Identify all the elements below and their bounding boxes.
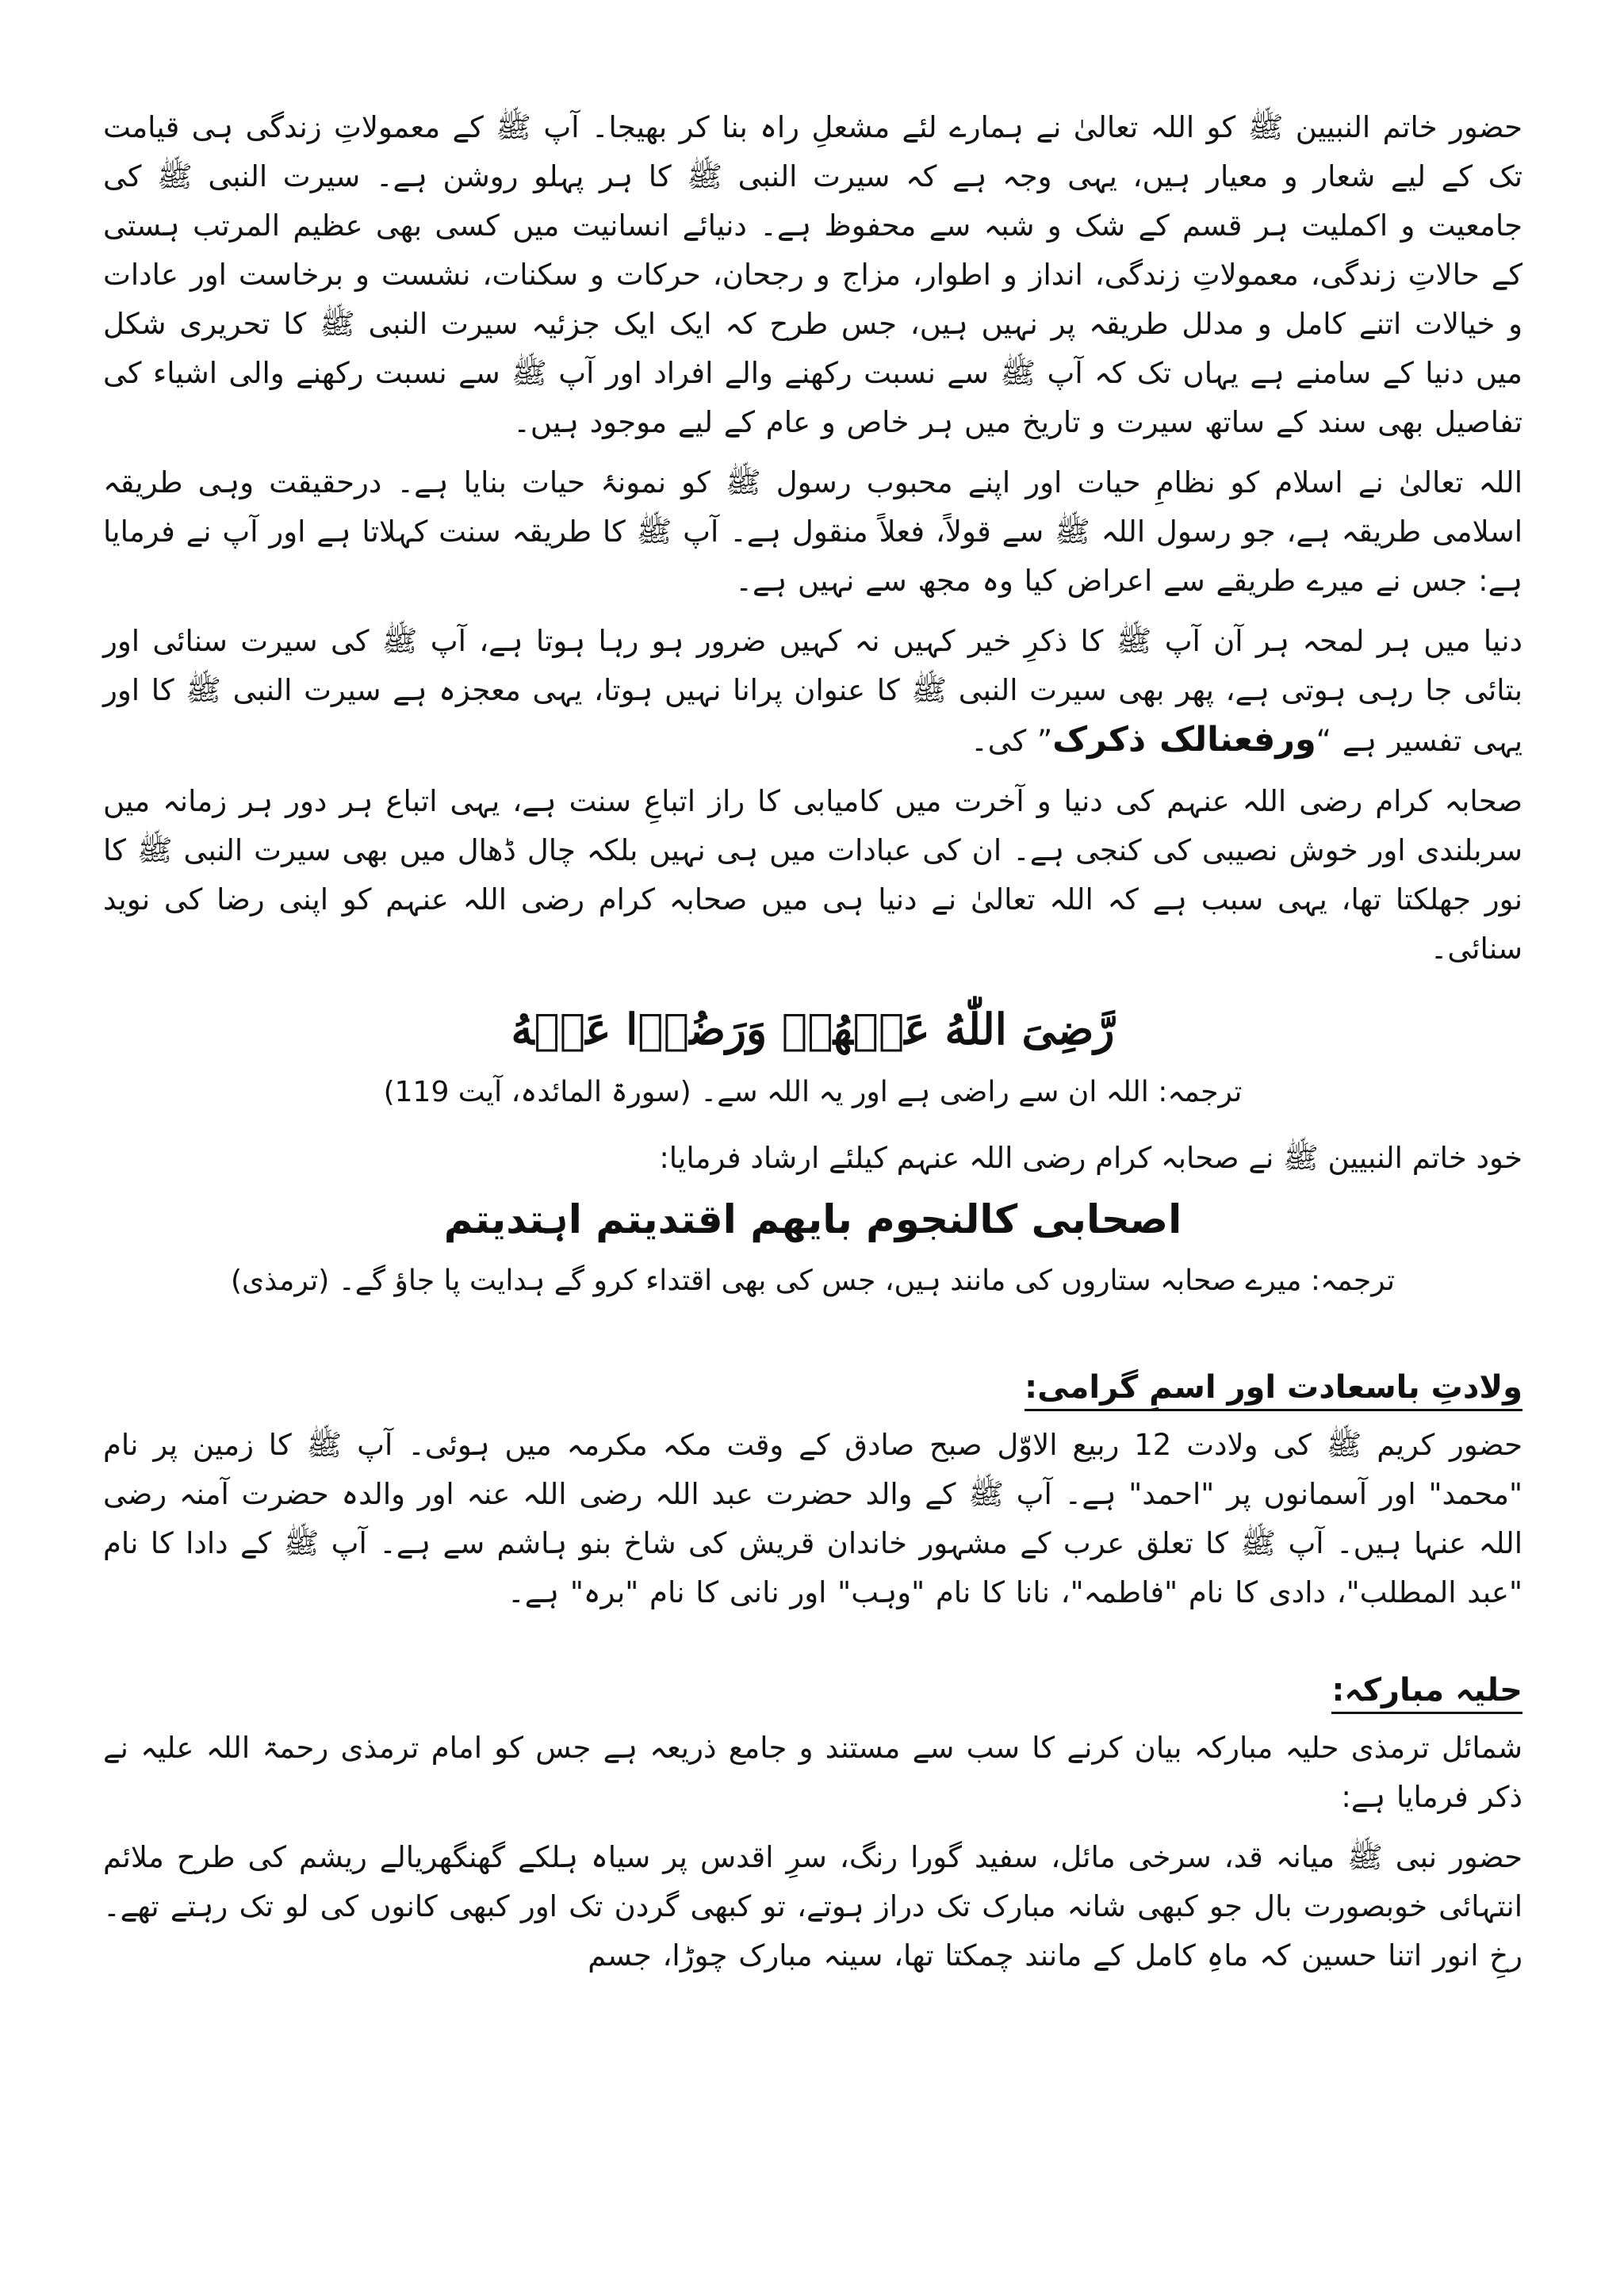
hadith-intro: خود خاتم النبیین ﷺ نے صحابہ کرام رضی اللہ عنہم کیلئے ارشاد فرمایا: (659, 1141, 1522, 1175)
section-heading-birth (103, 1362, 1522, 1413)
paragraph-dhikr (103, 617, 1522, 766)
quranic-phrase: ورفعنالک ذکرک (1052, 720, 1316, 760)
section-heading-appearance-text: حلیہ مبارکہ: (1331, 1672, 1522, 1714)
paragraph-intro: حضور خاتم النبیین ﷺ کو اللہ تعالیٰ نے ہمارے لئے مشعلِ راہ بنا کر بھیجا۔ آپ ﷺ کے معمولاتِ زندگی ہی قیامت تک کے لیے شعار و معیار ہیں، یہی وجہ ہے کہ سیرت النبی ﷺ کا ہر پہلو روشن ہے۔ سیرت النبی ﷺ کی جامعیت و اکملیت ہر قسم کے شک و شبہ سے محفوظ ہے۔ دنیائے انسانیت میں کسی بھی عظیم المرتب ہستی کے حالاتِ زندگی، معمولاتِ زندگی، انداز و اطوار، مزاج و رجحان، حرکات و سکنات، نشست و برخاست اور عادات و خیالات اتنے کامل و مدلل طریقہ پر نہیں ہیں، جس طرح کہ ایک ایک جزئیہ سیرت النبی ﷺ کا تحریری شکل میں دنیا کے سامنے ہے یہاں تک کہ آپ ﷺ سے نسبت رکھنے والے افراد اور آپ ﷺ سے نسبت رکھنے والی اشیاء کی تفاصیل بھی سند کے ساتھ سیرت و تاریخ میں ہر خاص و عام کے لیے موجود ہیں۔ (103, 110, 1522, 439)
dhikr-text: دنیا میں ہر لمحہ ہر آن آپ ﷺ کا ذکرِ خیر کہیں نہ کہیں ضرور ہو رہا ہوتا ہے، آپ ﷺ کی سیرت سنائی اور بتائی جا رہی ہوتی ہے، پھر بھی سیرت النبی ﷺ کا عنوان پرانا نہیں ہوتا، یہی معجزہ ہے سیرت النبی ﷺ کا اور یہی تفسیر ہے “ (103, 624, 1522, 758)
paragraph-birth: حضور کریم ﷺ کی ولادت 12 ربیع الاوّل صبح صادق کے وقت مکہ مکرمہ میں ہوئی۔ آپ ﷺ کا زمین پر نام "محمد" اور آسمانوں پر "احمد" ہے۔ آپ ﷺ کے والد حضرت عبد اللہ رضی اللہ عنہ اور والدہ حضرت آمنہ رضی اللہ عنہا ہیں۔ آپ ﷺ کا تعلق عرب کے مشہور خاندان قریش کی شاخ بنو ہاشم سے ہے۔ آپ ﷺ کے دادا کا نام "عبد المطلب"، دادی کا نام "فاطمہ"، نانا کا نام "وہب" اور نانی کا نام "برہ" ہے۔ (103, 1428, 1522, 1609)
hadith-text: اصحابی کالنجوم بایهم اقتدیتم اہتدیتم (443, 1196, 1182, 1242)
dhikr-text-end: ” کی۔ (971, 724, 1053, 758)
section-heading-appearance (103, 1665, 1522, 1716)
paragraph-shamail: شمائل ترمذی حلیہ مبارکہ بیان کرنے کا سب سے مستند و جامع ذریعہ ہے جس کو امام ترمذی رحمۃ اللہ علیہ نے ذکر فرمایا ہے: (103, 1731, 1522, 1814)
paragraph-sahaba: صحابہ کرام رضی اللہ عنہم کی دنیا و آخرت میں کامیابی کا راز اتباعِ سنت ہے، یہی اتباع ہر دور ہر زمانہ میں سربلندی اور خوش نصیبی کی کنجی ہے۔ ان کی عبادات میں ہی نہیں بلکہ چال ڈھال میں بھی سیرت النبی ﷺ کا نور جھلکتا تھا، یہی سبب ہے کہ اللہ تعالیٰ نے دنیا ہی میں صحابہ کرام رضی اللہ عنہم کو اپنی رضا کی نوید سنائی۔ (103, 784, 1522, 966)
paragraph-sunnah: اللہ تعالیٰ نے اسلام کو نظامِ حیات اور اپنے محبوب رسول ﷺ کو نمونۂ حیات بنایا ہے۔ درحقیقت وہی طریقہ اسلامی طریقہ ہے، جو رسول اللہ ﷺ سے قولاً، فعلاً منقول ہے۔ آپ ﷺ کا طریقہ سنت کہلاتا ہے اور آپ نے فرمایا ہے: جس نے میرے طریقے سے اعراض کیا وہ مجھ سے نہیں ہے۔ (103, 465, 1522, 598)
hadith-translation: ترجمہ: میرے صحابہ ستاروں کی مانند ہیں، جس کی بھی اقتداء کرو گے ہدایت پا جاؤ گے۔ (ترمذی) (230, 1265, 1396, 1297)
ayah-translation: ترجمہ: اللہ ان سے راضی ہے اور یہ اللہ سے۔ (سورۃ المائدہ، آیت 119) (383, 1076, 1243, 1108)
section-heading-birth-text: ولادتِ باسعادت اور اسمِ گرامی: (1025, 1369, 1522, 1411)
quran-ayah: رَّضِیَ اللّٰهُ عَنۡهُمۡ وَرَضُوۡا عَنۡهُ (511, 1004, 1115, 1054)
paragraph-appearance: حضور نبی ﷺ میانہ قد، سرخی مائل، سفید گورا رنگ، سرِ اقدس پر سیاہ ہلکے گھنگھریالے ریشم کی طرح ملائم انتہائی خوبصورت بال جو کبھی شانہ مبارک تک دراز ہوتے، تو کبھی گردن تک اور کبھی کانوں کی لو تک رہتے تھے۔ رخِ انور اتنا حسین کہ ماہِ کامل کے مانند چمکتا تھا، سینہ مبارک چوڑا، جسم (103, 1840, 1522, 1973)
